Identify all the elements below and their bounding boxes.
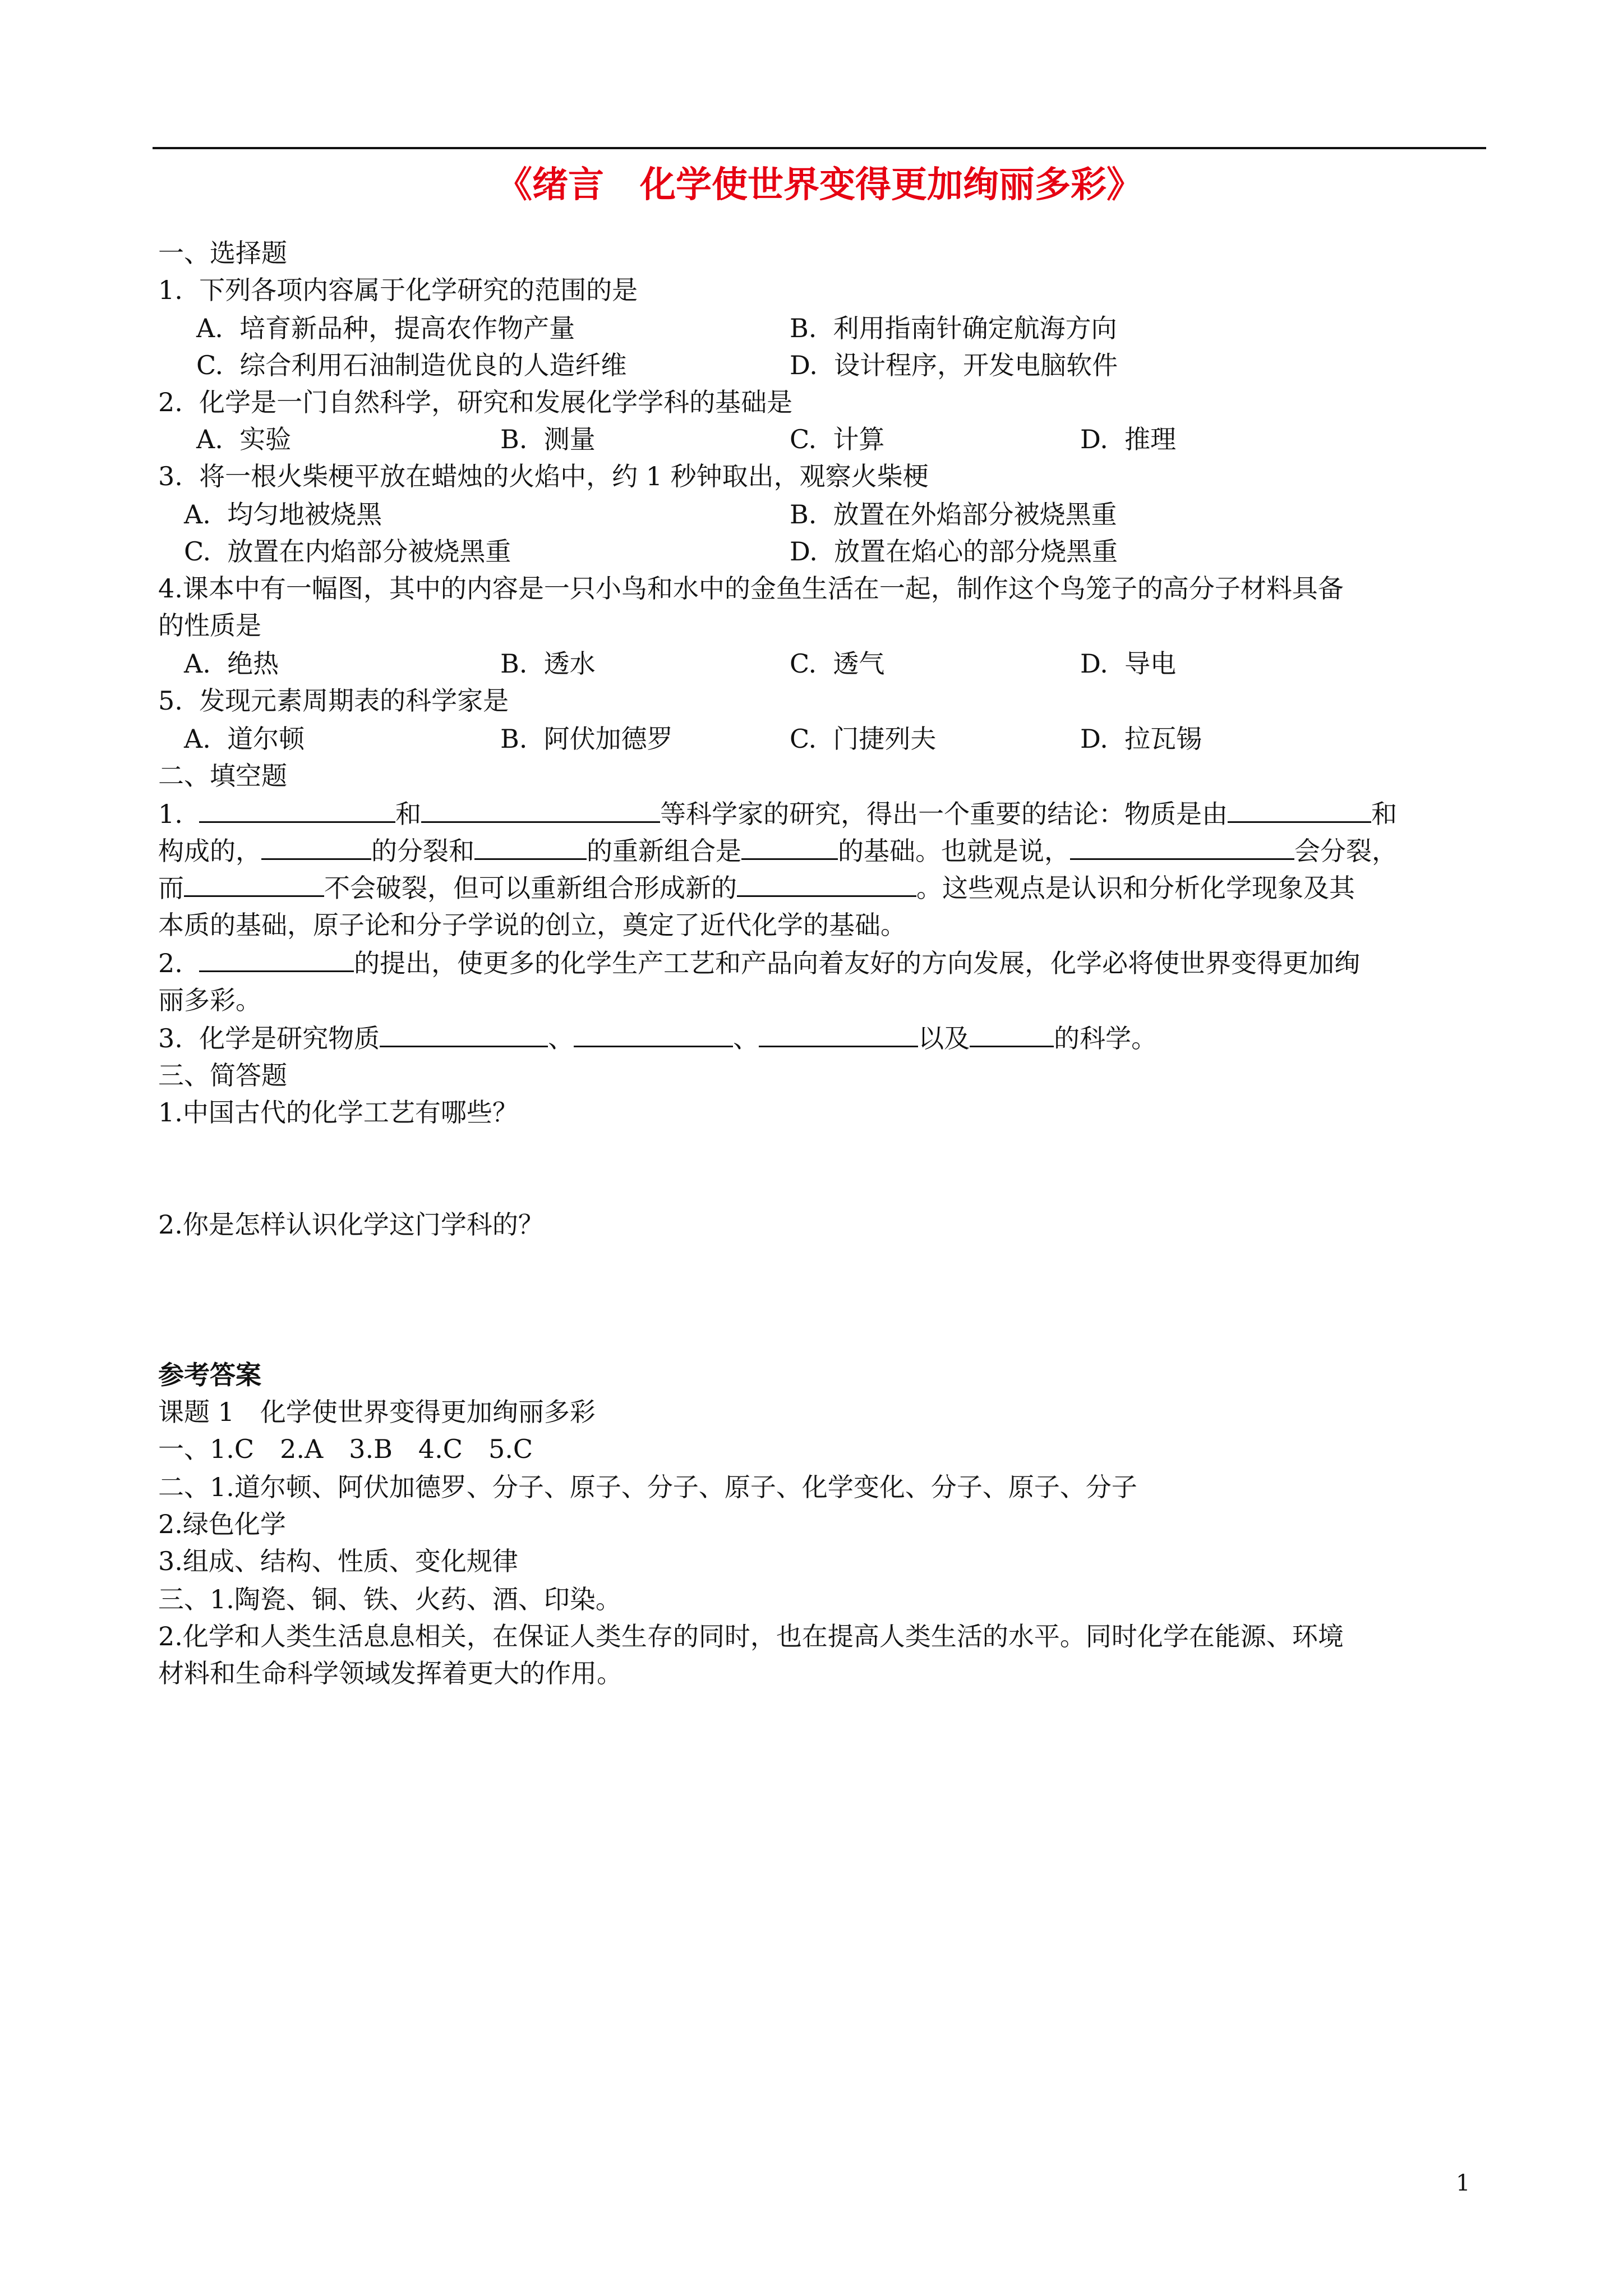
answer-blank[interactable] xyxy=(737,871,916,897)
fill-3-line: 3. 化学是研究物质 、 、 以及 的科学。 xyxy=(158,1020,1157,1057)
answer-blank[interactable] xyxy=(474,834,587,860)
answers-line-7: 材料和生命科学领域发挥着更大的作用。 xyxy=(158,1658,623,1688)
question-4-option-b: B. 透水 xyxy=(500,648,596,679)
question-2-option-b: B. 测量 xyxy=(500,424,596,454)
question-1-stem: 1. 下列各项内容属于化学研究的范围的是 xyxy=(158,275,638,305)
fill-1-line-4: 本质的基础，原子论和分子学说的创立，奠定了近代化学的基础。 xyxy=(158,910,906,940)
answer-blank[interactable] xyxy=(970,1021,1054,1047)
answers-line-1: 一、1.C 2.A 3.B 4.C 5.C xyxy=(158,1434,533,1464)
header-rule xyxy=(153,147,1486,149)
fill-1-line-3: 而 不会破裂，但可以重新组合形成新的 。这些观点是认识和分析化学现象及其 xyxy=(158,869,1355,907)
answers-line-6: 2.化学和人类生活息息相关，在保证人类生存的同时，也在提高人类生活的水平。同时化学在能源、环境 xyxy=(158,1621,1344,1651)
section-heading-fill: 二、填空题 xyxy=(158,761,287,791)
short-question-2: 2.你是怎样认识化学这门学科的？ xyxy=(158,1209,544,1240)
answer-blank[interactable] xyxy=(421,797,660,823)
short-question-1: 1.中国古代的化学工艺有哪些？ xyxy=(158,1097,518,1128)
fill-2-line-2: 丽多彩。 xyxy=(158,985,261,1015)
question-5-option-a: A. 道尔顿 xyxy=(184,724,305,754)
answer-blank[interactable] xyxy=(1070,834,1294,860)
question-5-option-c: C. 门捷列夫 xyxy=(790,724,937,754)
question-2-stem: 2. 化学是一门自然科学，研究和发展化学学科的基础是 xyxy=(158,387,793,417)
question-4-option-a: A. 绝热 xyxy=(184,648,279,679)
fill-2-line-1: 2. 的提出，使更多的化学生产工艺和产品向着友好的方向发展，化学必将使世界变得更加绚 xyxy=(158,945,1360,982)
question-2-option-c: C. 计算 xyxy=(790,424,885,454)
page-number: 1 xyxy=(1456,2170,1470,2196)
question-3-stem: 3. 将一根火柴梗平放在蜡烛的火焰中，约 1 秒钟取出，观察火柴梗 xyxy=(158,461,929,491)
question-4-stem-line-2: 的性质是 xyxy=(158,610,261,641)
question-3-option-b: B. 放置在外焰部分被烧黑重 xyxy=(790,499,1117,530)
question-2-option-d: D. 推理 xyxy=(1080,424,1177,454)
section-heading-short: 三、简答题 xyxy=(158,1060,287,1091)
page-title: 《绪言 化学使世界变得更加绚丽多彩》 xyxy=(496,164,1142,206)
question-1-option-b: B. 利用指南针确定航海方向 xyxy=(790,313,1117,343)
answer-blank[interactable] xyxy=(261,834,371,860)
question-3-option-c: C. 放置在内焰部分被烧黑重 xyxy=(184,536,511,567)
answer-blank[interactable] xyxy=(1228,797,1371,823)
answer-blank[interactable] xyxy=(741,834,838,860)
question-5-option-b: B. 阿伏加德罗 xyxy=(500,724,673,754)
answer-blank[interactable] xyxy=(184,871,324,897)
question-3-option-a: A. 均匀地被烧黑 xyxy=(184,499,382,530)
question-1-option-d: D. 设计程序，开发电脑软件 xyxy=(790,350,1118,380)
fill-1-line-2: 构成的， 的分裂和 的重新组合是 的基础。也就是说， 会分裂， xyxy=(158,832,1398,869)
answers-line-5: 三、1.陶瓷、铜、铁、火药、酒、印染。 xyxy=(158,1584,621,1614)
question-1-option-a: A. 培育新品种，提高农作物产量 xyxy=(196,313,575,343)
question-1-option-c: C. 综合利用石油制造优良的人造纤维 xyxy=(196,350,627,380)
answer-blank[interactable] xyxy=(380,1021,548,1047)
answers-lesson-title: 课题 1 化学使世界变得更加绚丽多彩 xyxy=(158,1397,596,1427)
answers-line-4: 3.组成、结构、性质、变化规律 xyxy=(158,1546,518,1576)
answer-blank[interactable] xyxy=(199,797,395,823)
answer-blank[interactable] xyxy=(199,946,354,972)
question-4-option-d: D. 导电 xyxy=(1080,648,1177,679)
question-4-option-c: C. 透气 xyxy=(790,648,885,679)
question-4-stem-line-1: 4.课本中有一幅图，其中的内容是一只小鸟和水中的金鱼生活在一起，制作这个鸟笼子的高分子材料具备 xyxy=(158,573,1344,604)
question-5-option-d: D. 拉瓦锡 xyxy=(1080,724,1202,754)
answer-blank[interactable] xyxy=(759,1021,918,1047)
question-2-option-a: A. 实验 xyxy=(196,424,292,454)
section-heading-choice: 一、选择题 xyxy=(158,238,287,268)
question-5-stem: 5. 发现元素周期表的科学家是 xyxy=(158,685,509,716)
answers-heading: 参考答案 xyxy=(158,1360,261,1390)
question-3-option-d: D. 放置在焰心的部分烧黑重 xyxy=(790,536,1118,567)
fill-1-line-1: 1. 和 等科学家的研究，得出一个重要的结论：物质是由 和 xyxy=(158,795,1397,832)
answers-line-2: 二、1.道尔顿、阿伏加德罗、分子、原子、分子、原子、化学变化、分子、原子、分子 xyxy=(158,1472,1137,1502)
answer-blank[interactable] xyxy=(574,1021,733,1047)
answers-line-3: 2.绿色化学 xyxy=(158,1509,286,1539)
